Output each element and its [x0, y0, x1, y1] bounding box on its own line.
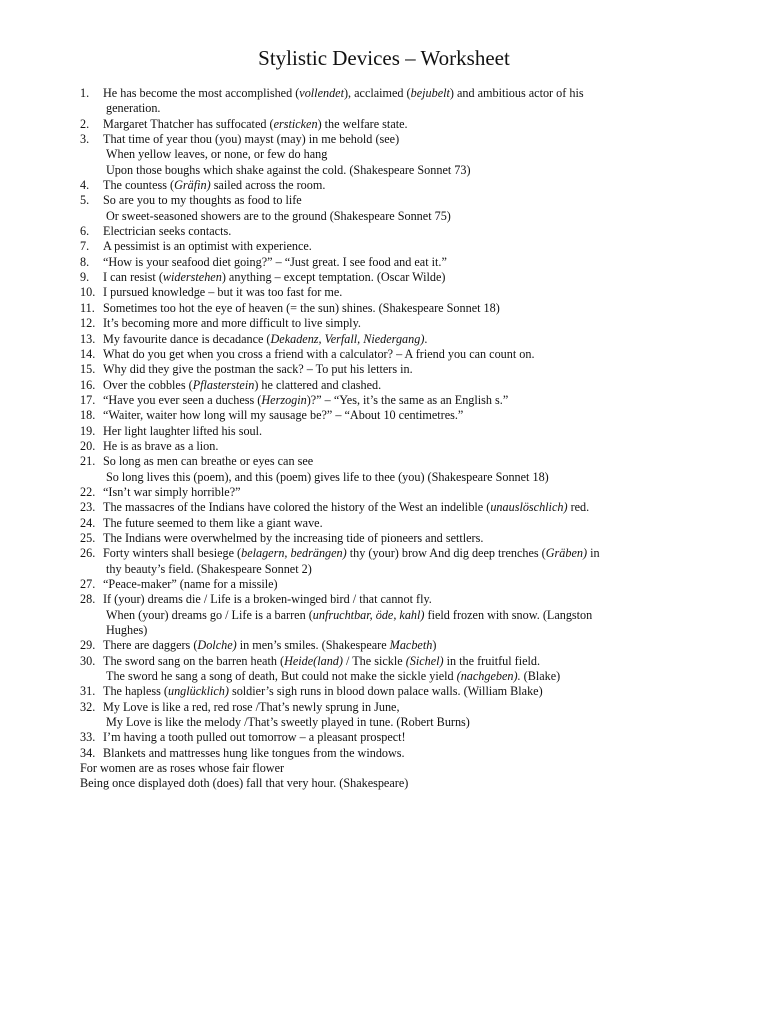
item-line: [103, 163, 692, 178]
text-run: When (your) dreams go / Life is a barren (: [106, 607, 313, 622]
text-run: Upon those boughs which shake against the cold. (Shakespeare Sonnet 73): [106, 162, 471, 177]
text-run: My Love is like the melody /That’s sweetly played in tune. (Robert Burns): [106, 715, 470, 730]
item-number: 1.: [80, 86, 90, 100]
text-run: in the fruitful field.: [443, 653, 541, 668]
text-run: Electrician seeks contacts.: [103, 224, 232, 239]
list-item: [80, 746, 692, 761]
list-item: [80, 531, 692, 546]
item-line: [103, 454, 692, 469]
list-item: [80, 439, 692, 454]
item-line: [103, 531, 692, 546]
text-run: Hughes): [106, 623, 148, 638]
item-number: 31.: [80, 684, 96, 699]
trailing-quote-line: Being once displayed doth (does) fall that very hour. (Shakespeare): [80, 776, 409, 791]
text-run: Or sweet-seasoned showers are to the ground (Shakespeare Sonnet 75): [106, 208, 451, 223]
item-number: 26.: [80, 546, 96, 561]
item-line: [103, 301, 692, 316]
text-run: Sometimes too hot the eye of heaven (= the sun) shines. (Shakespeare Sonnet 18): [103, 300, 500, 315]
list-item: [80, 700, 692, 731]
italic-gloss: Heide(land): [284, 653, 343, 668]
list-item: [80, 332, 692, 347]
item-number: 30.: [80, 653, 96, 668]
item-line: [103, 378, 692, 393]
list-item: [80, 362, 692, 377]
italic-gloss: belagern, bedrängen): [241, 546, 347, 561]
text-run: .: [424, 331, 428, 346]
item-number: 3.: [80, 132, 90, 147]
item-line: [103, 684, 692, 699]
text-run: So long as men can breathe or eyes can see: [103, 454, 314, 469]
item-line: [103, 608, 692, 623]
italic-gloss: ersticken: [273, 116, 318, 131]
item-line: [103, 178, 692, 193]
list-item: [80, 516, 692, 531]
item-line: [103, 638, 692, 653]
list-item: [80, 255, 692, 270]
italic-gloss: (Sichel): [405, 653, 444, 668]
text-run: The future seemed to them like a giant wave.: [103, 515, 323, 530]
item-number: 19.: [80, 423, 96, 438]
text-run: ) anything – except temptation. (Oscar Wilde): [221, 270, 446, 285]
text-run: “Isn’t war simply horrible?”: [103, 484, 241, 499]
text-run: ) the welfare state.: [317, 116, 408, 131]
item-number: 28.: [80, 592, 96, 607]
item-line: [103, 700, 692, 715]
text-run: He has become the most accomplished (: [103, 86, 300, 100]
item-number: 33.: [80, 730, 96, 745]
text-run: soldier’s sigh runs in blood down palace walls. (William Blake): [228, 684, 543, 699]
italic-gloss: vollendet: [299, 86, 344, 100]
item-number: 9.: [80, 270, 90, 285]
item-number: 20.: [80, 438, 96, 453]
item-line: [103, 546, 692, 561]
item-line: [103, 285, 692, 300]
list-item: [80, 638, 692, 653]
item-line: [103, 485, 692, 500]
item-number: 14.: [80, 346, 96, 361]
italic-gloss: (nachgeben).: [456, 669, 521, 684]
item-number: 7.: [80, 239, 90, 254]
item-line: [103, 193, 692, 208]
item-line: [103, 516, 692, 531]
item-line: [103, 147, 692, 162]
text-run: “Have you ever seen a duchess (: [103, 392, 262, 407]
list-item: [80, 730, 692, 745]
item-line: [103, 562, 692, 577]
text-run: The massacres of the Indians have colored the history of the West an indelible (: [103, 500, 491, 515]
text-run: Forty winters shall besiege (: [103, 546, 242, 561]
item-line: [103, 408, 692, 423]
list-item: [80, 454, 692, 485]
text-run: My Love is like a red, red rose /That’s newly sprung in June,: [103, 699, 400, 714]
text-run: Her light laughter lifted his soul.: [103, 423, 263, 438]
list-item: [80, 193, 692, 224]
list-item: [80, 546, 692, 577]
text-run: ): [432, 638, 437, 653]
text-run: ) and ambitious actor of his: [449, 86, 584, 100]
text-run: The countess (: [103, 178, 175, 193]
text-run: The Indians were overwhelmed by the increasing tide of pioneers and settlers.: [103, 530, 484, 545]
item-number: 13.: [80, 331, 96, 346]
italic-gloss: Gräben): [545, 546, 588, 561]
text-run: generation.: [106, 101, 161, 116]
item-line: [103, 500, 692, 515]
text-run: I can resist (: [103, 270, 163, 285]
list-item: [80, 347, 692, 362]
list-item: [80, 408, 692, 423]
text-run: ) he clattered and clashed.: [254, 377, 382, 392]
text-run: There are daggers (: [103, 638, 198, 653]
item-line: [103, 255, 692, 270]
list-item: [80, 654, 692, 685]
text-run: )?” – “Yes, it’s the same as an English s.”: [306, 392, 509, 407]
text-run: in: [587, 546, 600, 561]
item-line: [103, 470, 692, 485]
item-line: [103, 316, 692, 331]
italic-gloss: unauslöschlich): [490, 500, 568, 515]
text-run: field frozen with snow. (Langston: [424, 607, 593, 622]
text-run: He is as brave as a lion.: [103, 438, 219, 453]
item-line: [103, 746, 692, 761]
item-number: 4.: [80, 178, 90, 193]
item-number: 5.: [80, 193, 90, 208]
item-line: [103, 393, 692, 408]
item-line: [103, 669, 692, 684]
item-number: 32.: [80, 699, 96, 714]
list-item: [80, 270, 692, 285]
text-run: (Blake): [520, 669, 561, 684]
item-line: [103, 439, 692, 454]
list-item: [80, 684, 692, 699]
text-run: thy (your) brow And dig deep trenches (: [346, 546, 546, 561]
item-line: [103, 270, 692, 285]
item-number: 6.: [80, 224, 90, 239]
italic-gloss: bejubelt: [410, 86, 450, 100]
list-item: [80, 178, 692, 193]
item-number: 25.: [80, 530, 96, 545]
item-line: [103, 730, 692, 745]
text-run: Margaret Thatcher has suffocated (: [103, 116, 274, 131]
item-number: 16.: [80, 377, 96, 392]
list-item: [80, 393, 692, 408]
text-run: So long lives this (poem), and this (poem) gives life to thee (you) (Shakespeare Sonnet 18): [106, 469, 549, 484]
italic-gloss: Herzogin: [261, 392, 307, 407]
item-line: [103, 132, 692, 147]
text-run: The hapless (: [103, 684, 168, 699]
list-item: [80, 285, 692, 300]
item-number: 21.: [80, 454, 96, 469]
item-number: 29.: [80, 638, 96, 653]
italic-gloss: widerstehen: [162, 270, 222, 285]
item-number: 18.: [80, 408, 96, 423]
item-number: 12.: [80, 316, 96, 331]
item-line: [103, 209, 692, 224]
list-item: [80, 378, 692, 393]
text-run: That time of year thou (you) mayst (may) in me behold (see): [103, 132, 400, 147]
item-line: [103, 239, 692, 254]
italic-gloss: unglücklich): [167, 684, 229, 699]
item-number: 24.: [80, 515, 96, 530]
list-item: [80, 239, 692, 254]
italic-gloss: Macbeth: [389, 638, 433, 653]
item-line: [103, 224, 692, 239]
text-run: It’s becoming more and more difficult to live simply.: [103, 316, 361, 331]
item-number: 34.: [80, 745, 96, 760]
italic-gloss: Dolche): [197, 638, 237, 653]
item-line: [103, 332, 692, 347]
text-run: Why did they give the postman the sack? – To put his letters in.: [103, 362, 413, 377]
text-run: “How is your seafood diet going?” – “Just great. I see food and eat it.”: [103, 254, 447, 269]
text-run: My favourite dance is decadance (: [103, 331, 271, 346]
text-run: “Waiter, waiter how long will my sausage be?” – “About 10 centimetres.”: [103, 408, 464, 423]
item-number: 8.: [80, 254, 90, 269]
item-line: [103, 117, 692, 132]
text-run: I’m having a tooth pulled out tomorrow – a pleasant prospect!: [103, 730, 406, 745]
list-item: [80, 301, 692, 316]
list-item: [80, 424, 692, 439]
item-number: 27.: [80, 577, 96, 591]
text-run: in men’s smiles. (Shakespeare: [236, 638, 390, 653]
item-number: 23.: [80, 500, 96, 515]
italic-gloss: Gräfin): [174, 178, 211, 193]
exercise-list: [80, 86, 692, 792]
text-run: So are you to my thoughts as food to life: [103, 193, 302, 208]
text-run: Over the cobbles (: [103, 377, 193, 392]
text-run: Blankets and mattresses hung like tongues from the windows.: [103, 745, 405, 760]
list-item: [80, 224, 692, 239]
item-number: 11.: [80, 300, 95, 315]
item-number: 10.: [80, 285, 96, 300]
item-line: [103, 715, 692, 730]
text-run: When yellow leaves, or none, or few do hang: [106, 147, 328, 162]
item-line: [103, 86, 692, 101]
item-line: [103, 654, 692, 669]
text-run: If (your) dreams die / Life is a broken-winged bird / that cannot fly.: [103, 592, 432, 607]
list-item: [80, 500, 692, 515]
item-line: [103, 101, 692, 116]
item-line: [103, 577, 692, 592]
text-run: The sword sang on the barren heath (: [103, 653, 285, 668]
text-run: A pessimist is an optimist with experience.: [103, 239, 312, 254]
item-line: [103, 623, 692, 638]
text-run: / The sickle: [342, 653, 406, 668]
text-run: “Peace-maker” (name for a missile): [103, 577, 278, 591]
list-item: [80, 132, 692, 178]
item-number: 17.: [80, 392, 96, 407]
text-run: sailed across the room.: [210, 178, 326, 193]
text-run: red.: [567, 500, 590, 515]
italic-gloss: Pflasterstein: [192, 377, 255, 392]
item-number: 15.: [80, 362, 96, 377]
italic-gloss: unfruchtbar, öde, kahl): [312, 607, 425, 622]
item-line: [103, 424, 692, 439]
item-number: 2.: [80, 116, 90, 131]
list-item: [80, 316, 692, 331]
trailing-quote-line: For women are as roses whose fair flower: [80, 761, 285, 776]
list-item: [80, 86, 692, 117]
item-number: 22.: [80, 484, 96, 499]
italic-gloss: Dekadenz, Verfall, Niedergang): [270, 331, 425, 346]
page-title: Stylistic Devices – Worksheet: [258, 46, 510, 70]
list-item: [80, 577, 692, 592]
text-run: ), acclaimed (: [343, 86, 411, 100]
text-run: I pursued knowledge – but it was too fast for me.: [103, 285, 343, 300]
text-run: The sword he sang a song of death, But could not make the sickle yield: [106, 669, 457, 684]
list-item: [80, 117, 692, 132]
item-line: [103, 362, 692, 377]
list-item: [80, 592, 692, 638]
item-line: [103, 347, 692, 362]
text-run: thy beauty’s field. (Shakespeare Sonnet 2): [106, 561, 312, 576]
list-item: [80, 485, 692, 500]
item-line: [103, 592, 692, 607]
text-run: What do you get when you cross a friend with a calculator? – A friend you can count on.: [103, 346, 535, 361]
